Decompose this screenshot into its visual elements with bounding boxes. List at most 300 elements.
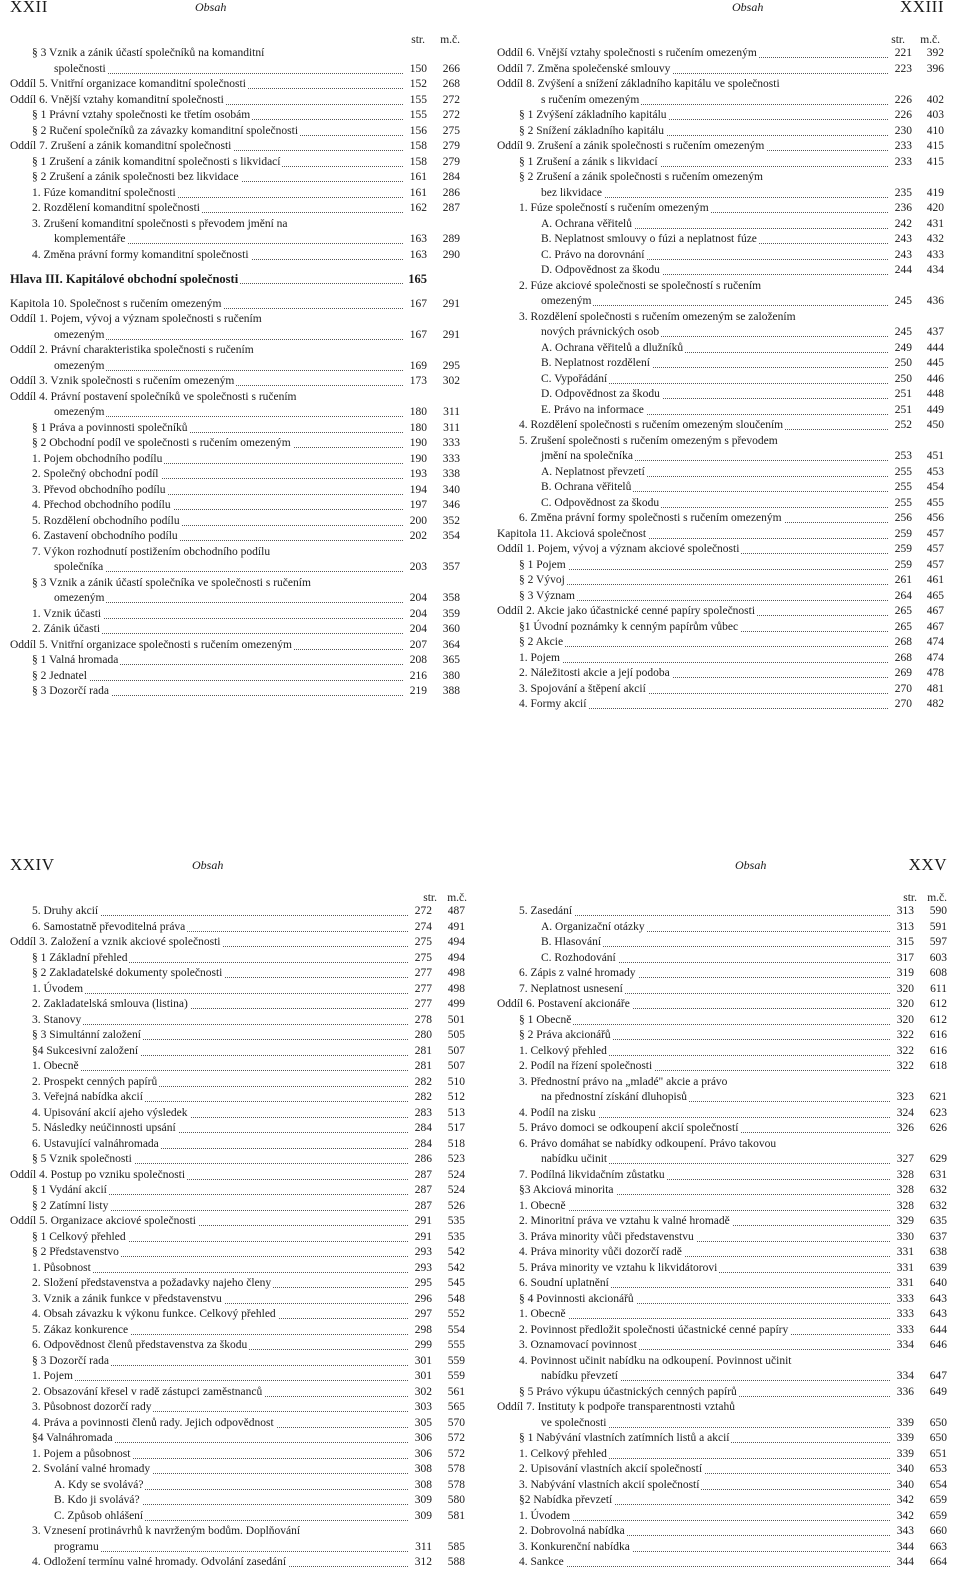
toc-entry-page: 249 [894, 341, 912, 357]
toc-entry-title: Oddíl 5. Vnitřní organizace společnosti s ručením omezeným [10, 638, 294, 654]
dot-leader [36, 669, 403, 681]
toc-entry-page: 313 [896, 904, 914, 920]
toc-entry-title: bez likvidace [541, 186, 604, 202]
toc-entry-page: 194 [409, 483, 427, 499]
toc-entry-margin-number: 646 [929, 1339, 947, 1351]
toc-entry-title: 1. Fúze společností s ručením omezeným [519, 201, 711, 217]
page-header [497, 0, 952, 20]
toc-entry-page: 251 [894, 403, 912, 419]
col-str: str. [423, 892, 437, 904]
toc-entry-margin-number: 643 [929, 1308, 947, 1320]
toc-entry-margin-number: 392 [926, 47, 944, 59]
toc-entry [10, 1462, 465, 1478]
toc-entry [497, 511, 952, 527]
toc-entry-page: 165 [408, 272, 427, 286]
toc-entry-title: C. Vypořádání [541, 372, 609, 388]
toc-entry-title: 1. Působnost [32, 1261, 93, 1277]
toc-entry-margin-number: 402 [926, 93, 944, 106]
col-mc: m.č. [927, 892, 947, 904]
toc-entry-page: 344 [896, 1540, 914, 1556]
toc-entry-page: 277 [414, 966, 432, 982]
toc-entry-title: 6. Změna právní formy společnosti s ručením omezeným [519, 511, 784, 527]
toc-entry-page: 167 [409, 297, 427, 313]
spacer [10, 288, 465, 297]
toc-entry [497, 573, 952, 589]
toc-entry-margin-number: 517 [447, 1122, 465, 1134]
toc-entry-margin-number: 454 [926, 481, 944, 493]
toc-entry-page: 190 [409, 452, 427, 468]
toc-entry-title: 2. Dobrovolná nabídka [519, 1524, 627, 1540]
toc-entry [497, 1385, 952, 1401]
toc-entry [497, 62, 952, 78]
toc-entry-margin-number: 659 [929, 1509, 947, 1522]
toc-entry [10, 1323, 465, 1339]
toc-entry-margin-number: 360 [442, 623, 460, 635]
toc-entry [10, 201, 465, 217]
toc-entry-title: 1. Celkový přehled [519, 1447, 609, 1463]
toc-entry-page: 155 [409, 93, 427, 109]
toc-entry-margin-number: 663 [929, 1540, 947, 1553]
toc-entry-page: 236 [894, 201, 912, 217]
toc-entry-page: 190 [409, 436, 427, 452]
toc-entry-margin-number: 524 [447, 1168, 465, 1181]
toc-entry-page: 324 [896, 1106, 914, 1122]
toc-entry-page: 226 [894, 108, 912, 124]
toc-entry [497, 1106, 952, 1122]
toc-entry-margin-number: 555 [447, 1339, 465, 1351]
toc-entry-margin-number: 491 [447, 920, 465, 933]
toc-entry [10, 1478, 465, 1494]
toc-entry-margin-number: 507 [447, 1044, 465, 1057]
toc-entry-margin-number: 591 [929, 920, 947, 933]
toc-entry-margin-number: 481 [926, 682, 944, 695]
toc-entry-margin-number: 637 [929, 1230, 947, 1243]
toc-entry-title: § 2 Představenstvo [32, 1245, 121, 1261]
toc-entry-margin-number: 311 [443, 421, 460, 434]
toc-entry-margin-number: 608 [929, 967, 947, 979]
page-header [497, 855, 952, 878]
toc-entry [497, 1509, 952, 1525]
toc-entry [10, 170, 465, 186]
toc-entry-page: 339 [896, 1447, 914, 1463]
toc-entry-title: § 5 Vznik společnosti [32, 1152, 134, 1168]
toc-entry-page: 282 [414, 1090, 432, 1106]
toc-entry-margin-number: 649 [929, 1385, 947, 1398]
toc-entry-margin-number: 498 [447, 967, 465, 979]
toc-entry-margin-number: 456 [926, 512, 944, 524]
toc-entry-title: 5. Rozdělení obchodního podílu [32, 514, 182, 530]
toc-entry-title: Oddíl 1. Pojem, vývoj a význam společnosti s ručením [10, 312, 264, 328]
toc-entry-title: 3. Vznesení protinávrhů k navrženým bodům. Doplňování [32, 1524, 302, 1540]
toc-entry-margin-number: 603 [929, 951, 947, 964]
toc-entry-margin-number: 545 [447, 1277, 465, 1289]
toc-entry-margin-number: 644 [929, 1323, 947, 1336]
toc-entry [10, 935, 465, 951]
toc-entry [10, 467, 465, 483]
toc-entry [497, 527, 952, 543]
toc-entry [497, 46, 952, 62]
toc-entry-margin-number: 505 [447, 1029, 465, 1041]
dot-leader [523, 558, 888, 570]
toc-entry [10, 1245, 465, 1261]
toc-entry-title: § 2 Obchodní podíl ve společnosti s ručením omezeným [32, 436, 293, 452]
toc-entry [10, 272, 465, 288]
toc-entry [497, 294, 952, 310]
toc-entry-title: E. Právo na informace [541, 403, 646, 419]
running-title: Obsah [732, 0, 764, 14]
dot-leader [58, 359, 403, 371]
toc-entry-title: Oddíl 2. Akcie jako účastnické cenné papíry společnosti [497, 604, 757, 620]
toc-entry-margin-number: 467 [926, 605, 944, 617]
dot-leader [523, 635, 888, 647]
toc-entry [497, 1044, 952, 1060]
toc-entry [497, 1431, 952, 1447]
toc-entry [497, 1245, 952, 1261]
toc-entry-page: 264 [894, 589, 912, 605]
dot-leader [523, 573, 888, 585]
toc-entry-title: 1. Pojem [519, 651, 562, 667]
toc-entry [497, 341, 952, 357]
toc-entry-margin-number: 651 [929, 1447, 947, 1460]
toc-entry [497, 124, 952, 140]
toc-entry [497, 1121, 952, 1137]
toc-entry-margin-number: 272 [442, 109, 460, 121]
toc-entry [497, 155, 952, 171]
toc-entry-title: D. Odpovědnost za škodu [541, 263, 662, 279]
toc-entry-page: 235 [894, 186, 912, 202]
toc-entry-page: 322 [896, 1044, 914, 1060]
toc-entry-title: 1. Fúze komanditní společnosti [32, 186, 178, 202]
toc-entry-margin-number: 626 [929, 1122, 947, 1134]
toc-entry-title: 7. Podílná likvidačním zůstatku [519, 1168, 667, 1184]
toc-entry-title: 3. Oznamovací povinnost [519, 1338, 639, 1354]
toc-entry-page: 243 [894, 248, 912, 264]
toc-entry-title: § 2 Ručení společníků za závazky komanditní společnosti [32, 124, 300, 140]
toc-entry [497, 620, 952, 636]
toc-entry-title: § 3 Vznik a zánik účastí společníka ve společnosti s ručením [32, 576, 313, 592]
toc-entry-page: 180 [409, 421, 427, 437]
toc-entry-page: 180 [409, 405, 427, 421]
toc-entry [497, 279, 952, 295]
toc-entry-page: 283 [414, 1106, 432, 1122]
toc-entry-margin-number: 431 [926, 217, 944, 230]
toc-entry [10, 1276, 465, 1292]
toc-entry-margin-number: 621 [929, 1091, 947, 1103]
toc-entry-page: 193 [409, 467, 427, 483]
toc-entry [497, 966, 952, 982]
toc-entry-page: 268 [894, 635, 912, 651]
toc-entry [10, 1493, 465, 1509]
toc-entry-margin-number: 554 [447, 1323, 465, 1336]
toc-entry-page: 333 [896, 1323, 914, 1339]
toc-entry [10, 328, 465, 344]
toc-entry [497, 93, 952, 109]
toc-entry-title: § 5 Právo výkupu účastnických cenných papírů [519, 1385, 739, 1401]
toc-entry-margin-number: 291 [442, 328, 460, 341]
toc-entry [10, 1385, 465, 1401]
toc-entry [10, 622, 465, 638]
toc-entry [497, 697, 952, 713]
toc-entry [10, 684, 465, 700]
toc-entry [10, 1400, 465, 1416]
toc-entry-page: 268 [894, 651, 912, 667]
toc-entry-title: 1. Pojem [32, 1369, 75, 1385]
toc-entry [497, 387, 952, 403]
toc-entry-page: 320 [896, 982, 914, 998]
toc-entry-margin-number: 498 [447, 982, 465, 995]
toc-entry-title: společníka [54, 560, 105, 576]
toc-entry-title: B. Kdo ji svolává? [54, 1493, 142, 1509]
toc-entry-page: 286 [414, 1152, 432, 1168]
toc-entry-title: 3. Zrušení komanditní společnosti s převodem jmění na [32, 217, 290, 233]
toc-entry-margin-number: 354 [442, 530, 460, 542]
dot-leader [58, 405, 403, 417]
toc-entry-page: 327 [896, 1152, 914, 1168]
toc-entry-margin-number: 268 [442, 78, 460, 90]
toc-entry-title: § 2 Práva akcionářů [519, 1028, 613, 1044]
toc-entry-title: § 2 Zrušení a zánik společnosti bez likvidace [32, 170, 241, 186]
toc-entry [10, 1106, 465, 1122]
toc-entry-page: 339 [896, 1431, 914, 1447]
toc-entry-margin-number: 346 [442, 499, 460, 511]
toc-entry-title: omezeným [54, 591, 106, 607]
toc-entry-title: Oddíl 8. Zvýšení a snížení základního kapitálu ve společnosti [497, 77, 782, 93]
toc-entry-title: 5. Následky neúčinnosti upsání [32, 1121, 178, 1137]
toc-entry-page: 334 [896, 1369, 914, 1385]
toc-entry-page: 250 [894, 356, 912, 372]
toc-entry [10, 1261, 465, 1277]
toc-entry-page: 173 [409, 374, 427, 390]
toc-entry-title: § 3 Vznik a zánik účastí společníků na komanditní [32, 46, 266, 62]
toc-entry [10, 1183, 465, 1199]
col-mc: m.č. [920, 34, 940, 46]
toc-entry [497, 682, 952, 698]
toc-entry-title: 3. Veřejná nabídka akcií [32, 1090, 145, 1106]
toc-entry [497, 1524, 952, 1540]
toc-entry-title: Oddíl 2. Právní charakteristika společnosti s ručením [10, 343, 256, 359]
toc-entry [10, 1354, 465, 1370]
toc-entry-margin-number: 275 [442, 124, 460, 137]
toc-entry-page: 331 [896, 1276, 914, 1292]
toc-entry [497, 635, 952, 651]
toc-entry [10, 1214, 465, 1230]
toc-entry-page: 161 [409, 186, 427, 202]
toc-entry-margin-number: 286 [442, 186, 460, 199]
toc-entry [497, 1400, 952, 1416]
toc-entry-title: Oddíl 9. Zrušení a zánik společnosti s ručením omezeným [497, 139, 766, 155]
toc-entry-title: 3. Stanovy [32, 1013, 83, 1029]
toc-entry-margin-number: 436 [926, 295, 944, 307]
toc-entry-page: 343 [896, 1524, 914, 1540]
toc-entry [10, 982, 465, 998]
toc-entry [497, 542, 952, 558]
toc-entry-title: Oddíl 1. Pojem, vývoj a význam akciové společnosti [497, 542, 741, 558]
toc-entry-page: 328 [896, 1199, 914, 1215]
toc-entry-title: B. Neplatnost rozdělení [541, 356, 652, 372]
toc-entry-margin-number: 302 [442, 375, 460, 387]
toc-entry-title: C. Rozhodování [541, 951, 618, 967]
toc-entry [10, 591, 465, 607]
toc-entry-margin-number: 284 [442, 171, 460, 183]
toc-entry [497, 434, 952, 450]
toc-entry-margin-number: 266 [442, 62, 460, 75]
toc-entry [10, 108, 465, 124]
toc-entry-title: A. Neplatnost převzetí [541, 465, 647, 481]
toc-entry-page: 330 [896, 1230, 914, 1246]
toc-entry-title: § 3 Dozorčí rada [32, 684, 111, 700]
toc-entry [10, 1044, 465, 1060]
toc-entry-page: 250 [894, 372, 912, 388]
toc-entry [10, 1230, 465, 1246]
toc-entry-title: 3. Spojování a štěpení akcií [519, 682, 648, 698]
toc-entry [497, 310, 952, 326]
toc-entry-title: 4. Upisování akcií ajeho výsledek [32, 1106, 190, 1122]
toc-entry [497, 1369, 952, 1385]
toc-entry [10, 1028, 465, 1044]
toc-entry-margin-number: 451 [926, 450, 944, 462]
toc-entry [497, 372, 952, 388]
toc-entry-margin-number: 457 [926, 527, 944, 540]
toc-entry-margin-number: 445 [926, 357, 944, 369]
toc-entry-page: 152 [409, 77, 427, 93]
page-header [10, 855, 465, 878]
toc-entry-title: Oddíl 6. Vnější vztahy společnosti s ručením omezeným [497, 46, 759, 62]
toc-entry-margin-number: 542 [447, 1246, 465, 1258]
toc-entry [10, 638, 465, 654]
toc-entry-margin-number: 512 [447, 1091, 465, 1103]
toc-entry [497, 1478, 952, 1494]
toc-entry-title: nových právnických osob [541, 325, 661, 341]
toc-entry-margin-number: 420 [926, 202, 944, 214]
toc-entry-page: 156 [409, 124, 427, 140]
toc-entry-title: B. Hlasování [541, 935, 603, 951]
toc-entry-page: 233 [894, 139, 912, 155]
toc-entry-title: 2. Svolání valné hromady [32, 1462, 152, 1478]
toc-entry-margin-number: 415 [926, 140, 944, 152]
toc-entry [10, 374, 465, 390]
toc-entry [10, 576, 465, 592]
toc-entry [497, 997, 952, 1013]
toc-entry-page: 322 [896, 1059, 914, 1075]
page-number: XXIV [10, 855, 55, 874]
toc-entry-title: § 2 Vývoj [519, 573, 567, 589]
toc-entry-page: 253 [894, 449, 912, 465]
toc-entry-title: 3. Působnost dozorčí rady [32, 1400, 153, 1416]
toc-entry-title: 4. Odložení termínu valné hromady. Odvolání zasedání [32, 1555, 288, 1571]
toc-entry-page: 326 [896, 1121, 914, 1137]
toc-entry-page: 162 [409, 201, 427, 217]
toc-entry-page: 202 [409, 529, 427, 545]
toc-entry [497, 1028, 952, 1044]
toc-entry-title: § 1 Zvýšení základního kapitálu [519, 108, 669, 124]
toc-entry-page: 287 [414, 1168, 432, 1184]
toc-entry-title: 7. Neplatnost usnesení [519, 982, 625, 998]
toc-list [10, 46, 465, 700]
dot-leader [523, 589, 888, 601]
toc-entry-title: § 1 Zrušení a zánik s likvidací [519, 155, 660, 171]
toc-entry-title: C. Právo na dorovnání [541, 248, 646, 264]
toc-entry-page: 280 [414, 1028, 432, 1044]
toc-entry [497, 1059, 952, 1075]
toc-entry-page: 339 [896, 1416, 914, 1432]
toc-entry [497, 1540, 952, 1556]
toc-entry [497, 1323, 952, 1339]
toc-entry-margin-number: 437 [926, 326, 944, 338]
toc-entry-title: 1. Pojem a působnost [32, 1447, 132, 1463]
toc-entry-page: 297 [414, 1307, 432, 1323]
toc-entry-title: § 1 Práva a povinnosti společníků [32, 421, 190, 437]
toc-entry-title: C. Způsob ohlášení [54, 1509, 145, 1525]
toc-entry-margin-number: 365 [442, 654, 460, 666]
toc-entry-margin-number: 461 [926, 574, 944, 586]
toc-entry-page: 329 [896, 1214, 914, 1230]
toc-entry [10, 1338, 465, 1354]
toc-entry-title: 4. Práva minority vůči dozorčí radě [519, 1245, 684, 1261]
toc-entry [10, 297, 465, 313]
toc-entry-page: 311 [414, 1540, 432, 1556]
toc-entry-title: Oddíl 4. Právní postavení společníků ve společnosti s ručením [10, 390, 299, 406]
toc-entry [10, 217, 465, 233]
toc-entry-title: § 1 Pojem [519, 558, 568, 574]
toc-entry-title: 6. Zastavení obchodního podílu [32, 529, 180, 545]
toc-entry-title: 3. Přednostní právo na „mladé" akcie a právo [519, 1075, 729, 1091]
toc-entry-margin-number: 333 [442, 452, 460, 465]
toc-entry-margin-number: 433 [926, 248, 944, 261]
toc-entry-page: 309 [414, 1509, 432, 1525]
toc-entry-margin-number: 457 [926, 543, 944, 555]
toc-entry-margin-number: 448 [926, 388, 944, 400]
toc-entry [10, 1416, 465, 1432]
toc-entry-title: omezeným [54, 405, 106, 421]
toc-entry-title: B. Neplatnost smlouvy o fúzi a neplatnost fúze [541, 232, 759, 248]
toc-entry-page: 270 [894, 682, 912, 698]
toc-entry-title: C. Odpovědnost za škodu [541, 496, 661, 512]
toc-entry-margin-number: 618 [929, 1060, 947, 1072]
toc-entry-title: s ručením omezeným [541, 93, 641, 109]
toc-entry [497, 232, 952, 248]
toc-entry-page: 301 [414, 1369, 432, 1385]
toc-entry-margin-number: 647 [929, 1370, 947, 1382]
toc-entry [497, 666, 952, 682]
toc-entry [10, 669, 465, 685]
toc-entry-title: 5. Zasedání [519, 904, 574, 920]
toc-entry-title: § 2 Snížení základního kapitálu [519, 124, 666, 140]
toc-entry-page: 158 [409, 139, 427, 155]
toc-entry-margin-number: 289 [442, 233, 460, 245]
toc-entry-title: Oddíl 6. Vnější vztahy komanditní společnosti [10, 93, 226, 109]
toc-entry-margin-number: 565 [447, 1401, 465, 1413]
spacer [10, 263, 465, 272]
toc-entry [497, 1183, 952, 1199]
toc-entry-margin-number: 526 [447, 1199, 465, 1212]
toc-entry [497, 1447, 952, 1463]
toc-entry-title: Kapitola 11. Akciová společnost [497, 527, 648, 543]
toc-entry [10, 1524, 465, 1540]
toc-entry-margin-number: 467 [926, 620, 944, 633]
toc-entry [10, 248, 465, 264]
toc-entry-title: 2. Složení představenstva a požadavky najeho členy [32, 1276, 273, 1292]
toc-entry-title: § 1 Právní vztahy společnosti ke třetím osobám [32, 108, 252, 124]
toc-entry [497, 1276, 952, 1292]
toc-entry-title: § 3 Význam [519, 589, 577, 605]
toc-entry-page: 255 [894, 496, 912, 512]
toc-entry-margin-number: 388 [442, 685, 460, 697]
toc-entry-margin-number: 507 [447, 1060, 465, 1072]
toc-entry [497, 1462, 952, 1478]
toc-entry-page: 204 [409, 607, 427, 623]
toc-entry-margin-number: 311 [443, 406, 460, 418]
toc-entry-page: 282 [414, 1075, 432, 1091]
